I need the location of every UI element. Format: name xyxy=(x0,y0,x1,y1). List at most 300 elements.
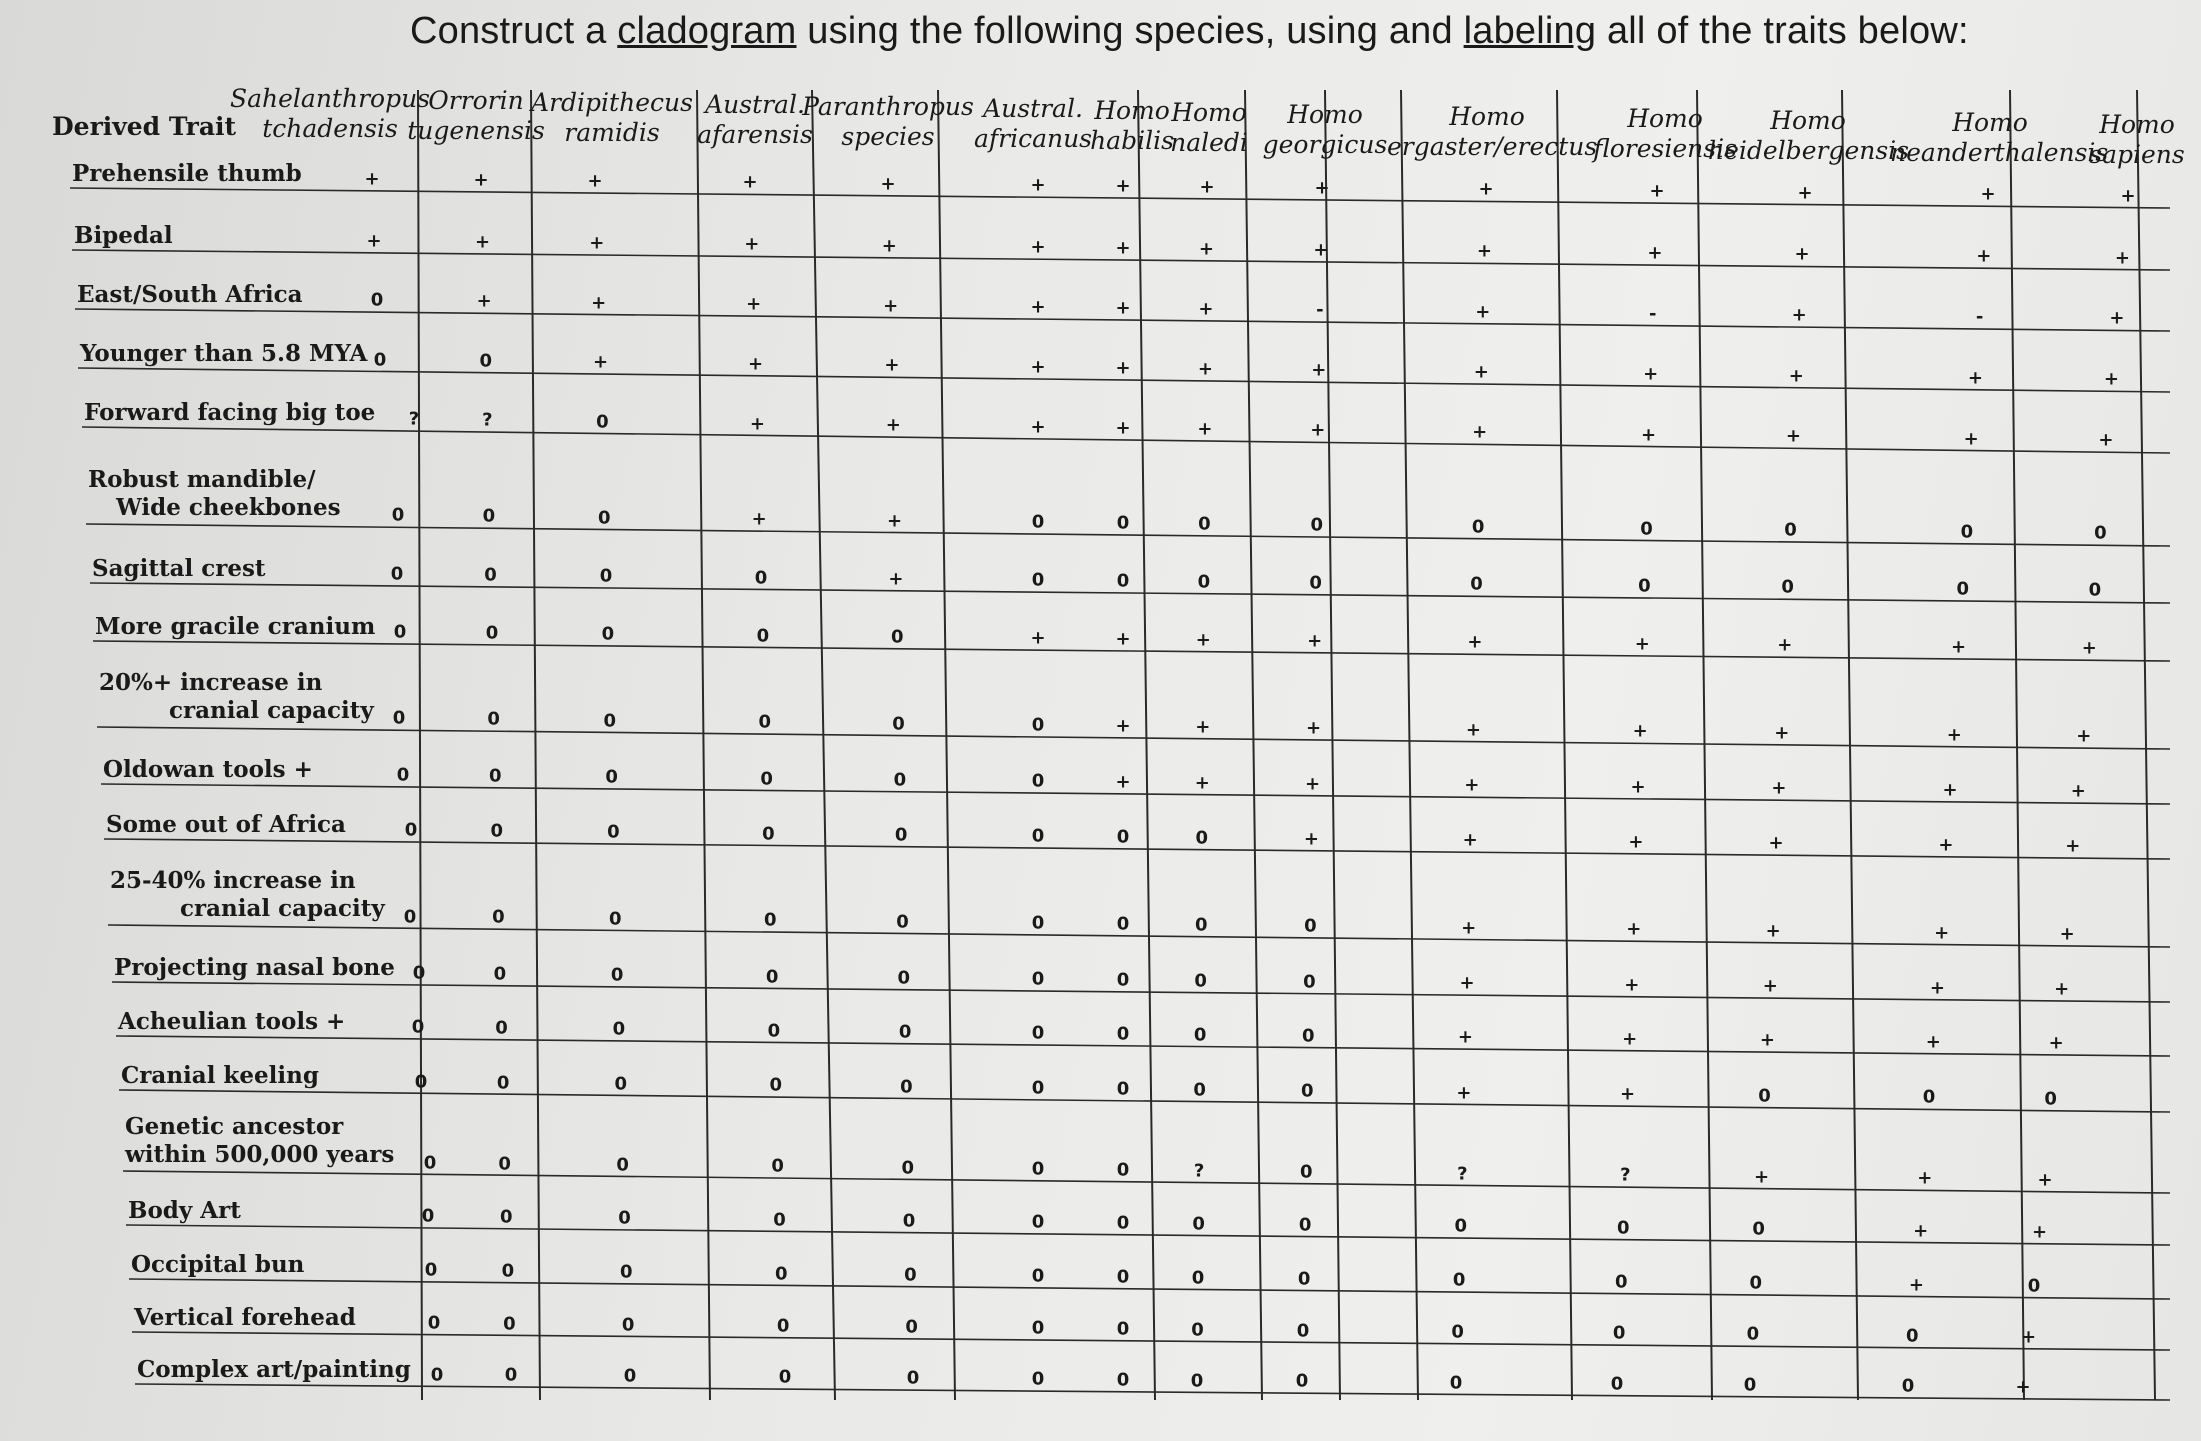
species-epithet: africanus xyxy=(973,124,1093,153)
trait-value-cell: 0 xyxy=(905,1316,918,1338)
trait-value-cell: 0 xyxy=(430,1364,444,1386)
species-epithet: neanderthalensis xyxy=(1890,138,2109,167)
column-divider xyxy=(1138,90,1155,1400)
species-epithet: floresiensis xyxy=(1593,134,1737,163)
trait-label-6 xyxy=(92,555,266,583)
trait-value-cell: 0 xyxy=(1303,971,1316,993)
trait-value-cell: + xyxy=(2098,429,2114,451)
trait-value-cell: 0 xyxy=(775,1263,788,1285)
trait-value-cell: 0 xyxy=(1905,1325,1919,1347)
trait-value-cell: 0 xyxy=(754,567,768,589)
trait-value-cell: 0 xyxy=(421,1205,435,1227)
column-divider xyxy=(1325,90,1340,1400)
trait-value-cell: + xyxy=(1476,240,1492,262)
trait-label-line1: Forward facing big toe xyxy=(84,399,376,426)
trait-value-cell: + xyxy=(2015,1376,2031,1398)
species-epithet: naledi xyxy=(1170,128,1248,157)
trait-value-cell: 0 xyxy=(488,765,502,787)
trait-value-cell: 0 xyxy=(373,349,387,371)
trait-value-cell: 0 xyxy=(621,1314,635,1336)
trait-value-cell: + xyxy=(1794,243,1810,265)
trait-value-cell: 0 xyxy=(411,1016,425,1038)
trait-value-cell: 0 xyxy=(623,1365,637,1387)
trait-value-cell: - xyxy=(1975,306,1984,328)
trait-value-cell: + xyxy=(1456,1082,1472,1104)
trait-label-17 xyxy=(131,1251,304,1279)
trait-value-cell: + xyxy=(1306,717,1322,739)
trait-value-cell: 0 xyxy=(760,768,773,790)
trait-value-cell: 0 xyxy=(1031,1368,1045,1390)
trait-value-cell: 0 xyxy=(1743,1374,1757,1396)
species-epithet: sapiens xyxy=(2089,140,2185,169)
trait-value-cell: + xyxy=(888,568,904,590)
trait-value-cell: 0 xyxy=(412,962,426,984)
species-header-13 xyxy=(2037,110,2201,170)
trait-value-cell: + xyxy=(747,353,764,375)
trait-value-cell: + xyxy=(1925,1031,1941,1053)
trait-value-cell: 0 xyxy=(498,1153,511,1175)
trait-label-0 xyxy=(72,160,302,188)
trait-value-cell: + xyxy=(1313,239,1329,261)
trait-value-cell: + xyxy=(2054,978,2070,1000)
trait-value-cell: + xyxy=(1934,922,1950,944)
trait-value-cell: + xyxy=(1967,367,1983,389)
trait-label-7 xyxy=(95,613,375,641)
trait-label-2 xyxy=(77,281,303,309)
trait-value-cell: 0 xyxy=(1309,572,1322,594)
trait-value-cell: + xyxy=(1115,175,1131,197)
trait-label-1 xyxy=(74,222,173,250)
trait-value-cell: 0 xyxy=(1191,1267,1205,1289)
trait-label-line1: Complex art/painting xyxy=(137,1356,411,1383)
trait-value-cell: + xyxy=(1307,630,1323,652)
trait-label-line1: Projecting nasal bone xyxy=(114,954,395,981)
trait-value-cell: + xyxy=(1304,773,1321,795)
trait-label-18 xyxy=(134,1304,356,1332)
trait-value-cell: 0 xyxy=(499,1206,513,1228)
row-divider xyxy=(135,1384,2170,1400)
species-genus: Ardipithecus xyxy=(531,88,693,117)
trait-value-cell: 0 xyxy=(765,966,779,988)
trait-value-cell: 0 xyxy=(414,1071,428,1093)
trait-value-cell: + xyxy=(1030,627,1046,649)
trait-value-cell: + xyxy=(2059,923,2075,945)
trait-value-cell: + xyxy=(2081,637,2097,659)
trait-value-cell: 0 xyxy=(1193,1079,1206,1101)
trait-value-cell: + xyxy=(1195,716,1211,738)
trait-value-cell: + xyxy=(885,414,901,436)
trait-value-cell: + xyxy=(1115,297,1131,319)
trait-value-cell: + xyxy=(1754,1166,1770,1188)
trait-label-line2: within 500,000 years xyxy=(125,1141,395,1168)
trait-value-cell: + xyxy=(1475,301,1491,323)
trait-value-cell: 0 xyxy=(1194,970,1207,992)
trait-value-cell: 0 xyxy=(767,1020,781,1042)
row-divider xyxy=(126,1225,2170,1245)
trait-value-cell: + xyxy=(1198,298,1214,320)
trait-value-cell: 0 xyxy=(2088,579,2102,601)
trait-value-cell: 0 xyxy=(1610,1373,1624,1395)
trait-value-cell: + xyxy=(1115,628,1131,650)
trait-value-cell: + xyxy=(1461,917,1477,939)
title-word-cladogram: cladogram xyxy=(617,10,797,52)
trait-value-cell: 0 xyxy=(1116,826,1130,848)
trait-value-cell: 0 xyxy=(898,1021,912,1043)
trait-value-cell: + xyxy=(1762,975,1778,997)
column-divider xyxy=(1697,90,1712,1400)
trait-value-cell: 0 xyxy=(390,563,404,585)
trait-value-cell: 0 xyxy=(1031,1265,1045,1287)
species-epithet: habilis xyxy=(1090,126,1174,155)
trait-value-cell: + xyxy=(2032,1221,2048,1243)
trait-value-cell: 0 xyxy=(1116,570,1130,592)
trait-value-cell: + xyxy=(2076,725,2092,747)
title-prefix: Construct a xyxy=(410,10,618,52)
trait-value-cell: 0 xyxy=(504,1364,518,1386)
species-genus: Sahelanthropus xyxy=(230,84,431,113)
trait-value-cell: 0 xyxy=(396,764,410,786)
species-header-9 xyxy=(1387,102,1598,162)
trait-value-cell: 0 xyxy=(607,821,620,843)
trait-value-cell: + xyxy=(366,230,382,252)
trait-value-cell: 0 xyxy=(1116,512,1130,534)
trait-value-cell: 0 xyxy=(1192,1213,1205,1235)
trait-value-cell: 0 xyxy=(769,1074,783,1096)
trait-label-12 xyxy=(114,954,395,982)
trait-value-cell: 0 xyxy=(620,1261,633,1283)
trait-value-cell: 0 xyxy=(393,621,407,643)
trait-value-cell: 0 xyxy=(599,565,613,587)
trait-label-line1: Sagittal crest xyxy=(92,555,266,582)
trait-label-line1: Acheulian tools + xyxy=(118,1008,346,1035)
trait-value-cell: 0 xyxy=(1304,915,1317,937)
trait-label-15 xyxy=(125,1113,394,1169)
column-divider xyxy=(1401,90,1418,1400)
row-divider xyxy=(123,1171,2170,1193)
trait-value-cell: + xyxy=(1630,776,1646,798)
trait-value-cell: 0 xyxy=(1752,1218,1765,1240)
trait-value-cell: + xyxy=(592,351,609,373)
trait-value-cell: ? xyxy=(408,408,420,430)
trait-value-cell: 0 xyxy=(763,909,777,931)
species-genus: Austral. xyxy=(983,94,1083,123)
trait-value-cell: 0 xyxy=(614,1073,628,1095)
trait-value-cell: 0 xyxy=(608,908,622,930)
trait-value-cell: + xyxy=(1115,417,1131,439)
species-genus: Homo xyxy=(2099,110,2175,139)
trait-value-cell: + xyxy=(1777,634,1793,656)
species-epithet: ergaster/erectus xyxy=(1387,132,1598,161)
trait-value-cell: + xyxy=(1797,182,1813,204)
trait-value-cell: 0 xyxy=(1197,571,1211,593)
trait-value-cell: + xyxy=(1917,1167,1933,1189)
trait-value-cell: 0 xyxy=(485,622,499,644)
trait-value-cell: 0 xyxy=(1638,575,1651,597)
column-divider xyxy=(812,90,835,1400)
row-divider xyxy=(132,1332,2170,1350)
trait-value-cell: 0 xyxy=(492,906,505,928)
trait-value-cell: + xyxy=(1115,357,1131,379)
trait-label-4 xyxy=(84,399,375,427)
trait-value-cell: + xyxy=(1771,777,1787,799)
trait-value-cell: + xyxy=(751,508,767,530)
trait-value-cell: 0 xyxy=(1295,1370,1309,1392)
trait-value-cell: + xyxy=(1649,180,1665,202)
trait-value-cell: 0 xyxy=(1031,912,1045,934)
trait-value-cell: + xyxy=(749,413,765,434)
trait-value-cell: 0 xyxy=(1116,1023,1130,1045)
trait-value-cell: 0 xyxy=(1784,519,1797,541)
trait-value-cell: + xyxy=(1624,974,1640,996)
trait-label-8 xyxy=(99,669,374,725)
trait-value-cell: + xyxy=(1459,972,1475,994)
trait-value-cell: 0 xyxy=(901,1157,914,1179)
trait-value-cell: 0 xyxy=(906,1367,920,1389)
trait-value-cell: + xyxy=(1467,631,1483,653)
title-word-labeling: labeling xyxy=(1463,10,1597,52)
trait-value-cell: 0 xyxy=(370,289,384,311)
trait-value-cell: + xyxy=(1478,178,1494,200)
trait-value-cell: 0 xyxy=(773,1209,786,1231)
species-epithet: georgicus xyxy=(1262,130,1388,159)
trait-value-cell: + xyxy=(1791,304,1807,326)
trait-value-cell: 0 xyxy=(1191,1319,1204,1341)
trait-value-cell: + xyxy=(746,293,762,315)
trait-value-cell: 0 xyxy=(1298,1214,1312,1236)
species-epithet: afarensis xyxy=(697,120,813,149)
trait-value-cell: 0 xyxy=(392,707,406,729)
trait-label-3 xyxy=(80,340,367,368)
trait-value-cell: 0 xyxy=(503,1313,516,1335)
column-divider xyxy=(2137,90,2155,1400)
trait-value-cell: 0 xyxy=(1960,521,1974,543)
trait-value-cell: + xyxy=(473,169,489,191)
title-suffix: all of the traits below: xyxy=(1596,10,1969,52)
trait-value-cell: + xyxy=(2114,247,2131,269)
row-divider xyxy=(97,727,2170,749)
trait-value-cell: + xyxy=(1643,363,1659,385)
trait-value-cell: 0 xyxy=(1297,1268,1311,1290)
trait-value-cell: 0 xyxy=(1310,514,1323,536)
row-divider xyxy=(101,784,2170,804)
trait-label-16 xyxy=(128,1197,241,1225)
trait-value-cell: 0 xyxy=(1116,1369,1130,1391)
trait-value-cell: 0 xyxy=(1758,1085,1771,1107)
trait-value-cell: + xyxy=(589,232,605,254)
trait-value-cell: + xyxy=(1115,237,1131,259)
trait-value-cell: + xyxy=(1115,715,1131,737)
species-header-11 xyxy=(1708,106,1908,166)
trait-value-cell: + xyxy=(1963,428,1979,450)
trait-value-cell: + xyxy=(1197,418,1213,440)
row-divider xyxy=(129,1279,2170,1299)
trait-value-cell: + xyxy=(880,173,896,195)
trait-value-cell: + xyxy=(1619,1083,1636,1105)
trait-value-cell: 0 xyxy=(2044,1088,2057,1110)
trait-label-line1: Younger than 5.8 MYA xyxy=(80,340,368,367)
trait-value-cell: 0 xyxy=(762,823,775,845)
trait-value-cell: 0 xyxy=(484,564,497,586)
trait-value-cell: + xyxy=(1194,772,1210,794)
trait-value-cell: 0 xyxy=(616,1154,629,1176)
trait-value-cell: 0 xyxy=(1116,1266,1130,1288)
species-genus: Homo xyxy=(1287,100,1363,129)
trait-value-cell: + xyxy=(1310,419,1326,441)
trait-value-cell: 0 xyxy=(894,824,908,846)
trait-value-cell: 0 xyxy=(2027,1275,2041,1297)
trait-value-cell: 0 xyxy=(1031,770,1045,792)
trait-value-cell: 0 xyxy=(612,1018,626,1040)
trait-value-cell: + xyxy=(2070,780,2086,802)
trait-value-cell: + xyxy=(1115,771,1131,793)
trait-label-line1: More gracile cranium xyxy=(95,613,376,640)
trait-value-cell: 0 xyxy=(896,911,909,933)
species-genus: Austral. xyxy=(705,90,805,119)
trait-value-cell: 0 xyxy=(1471,516,1485,538)
trait-value-cell: + xyxy=(1759,1029,1775,1051)
trait-value-cell: 0 xyxy=(1193,1024,1207,1046)
title-middle: using the following species, using and xyxy=(796,10,1464,52)
trait-label-line1: Some out of Africa xyxy=(106,811,346,838)
trait-value-cell: + xyxy=(2020,1326,2037,1348)
trait-label-19 xyxy=(137,1356,411,1384)
trait-value-cell: ? xyxy=(1620,1164,1631,1186)
trait-value-cell: 0 xyxy=(1031,569,1045,591)
trait-value-cell: + xyxy=(1030,296,1046,318)
trait-value-cell: 0 xyxy=(1956,578,1969,600)
trait-value-cell: 0 xyxy=(490,820,504,842)
trait-label-11 xyxy=(110,867,385,923)
trait-value-cell: 0 xyxy=(1617,1217,1630,1239)
trait-value-cell: 0 xyxy=(423,1152,437,1174)
trait-value-cell: 0 xyxy=(1031,511,1045,533)
trait-value-cell: + xyxy=(1314,177,1330,199)
species-epithet: species xyxy=(841,122,935,151)
trait-label-line1: Body Art xyxy=(128,1197,241,1224)
trait-value-cell: + xyxy=(1626,918,1642,940)
trait-value-cell: 0 xyxy=(404,819,418,841)
column-divider xyxy=(531,90,540,1400)
trait-value-cell: 0 xyxy=(1031,1022,1045,1044)
trait-value-cell: 0 xyxy=(1031,825,1045,847)
species-genus: Orrorin xyxy=(428,86,524,115)
trait-value-cell: + xyxy=(1030,174,1046,196)
row-divider xyxy=(93,641,2170,661)
trait-value-cell: 0 xyxy=(601,623,615,645)
trait-value-cell: 0 xyxy=(758,711,771,733)
species-epithet: heidelbergensis xyxy=(1708,136,1909,165)
trait-value-cell: 0 xyxy=(1194,914,1208,936)
trait-value-cell: 0 xyxy=(902,1210,916,1232)
trait-value-cell: 0 xyxy=(2094,522,2107,544)
trait-value-cell: 0 xyxy=(1614,1271,1628,1293)
trait-value-cell: + xyxy=(2065,835,2081,857)
trait-value-cell: 0 xyxy=(597,507,611,529)
trait-value-cell: + xyxy=(2048,1032,2064,1054)
trait-value-cell: 0 xyxy=(771,1155,784,1177)
trait-value-cell: 0 xyxy=(596,411,609,433)
trait-value-cell: + xyxy=(887,510,903,532)
trait-value-cell: 0 xyxy=(482,505,496,527)
trait-value-cell: 0 xyxy=(1031,1211,1045,1233)
trait-value-cell: 0 xyxy=(610,964,624,986)
trait-value-cell: + xyxy=(1938,834,1954,856)
trait-value-cell: + xyxy=(1913,1220,1929,1242)
trait-label-line1: Robust mandible/ xyxy=(88,466,316,493)
trait-label-line1: Vertical forehead xyxy=(134,1304,356,1331)
trait-value-cell: 0 xyxy=(1452,1269,1466,1291)
trait-value-cell: 0 xyxy=(893,769,907,791)
trait-value-cell: ? xyxy=(1457,1163,1468,1185)
species-genus: Homo xyxy=(1627,104,1703,133)
trait-value-cell: 0 xyxy=(778,1366,792,1388)
trait-value-cell: + xyxy=(587,170,603,192)
species-genus: Homo xyxy=(1770,106,1846,135)
trait-value-cell: 0 xyxy=(618,1207,631,1229)
trait-value-cell: 0 xyxy=(424,1259,438,1281)
trait-label-line1: East/South Africa xyxy=(77,281,303,308)
trait-value-cell: 0 xyxy=(603,710,616,732)
species-epithet: tchadensis xyxy=(262,114,398,143)
trait-value-cell: + xyxy=(1197,358,1213,380)
trait-value-cell: + xyxy=(364,168,380,190)
trait-label-10 xyxy=(106,811,346,839)
trait-value-cell: + xyxy=(1465,719,1481,741)
species-epithet: tugenensis xyxy=(407,116,545,145)
trait-label-9 xyxy=(103,756,313,784)
trait-value-cell: 0 xyxy=(427,1312,441,1334)
trait-value-cell: + xyxy=(1976,245,1992,267)
trait-value-cell: 0 xyxy=(1116,1159,1130,1181)
species-epithet: ramidis xyxy=(564,118,660,147)
trait-label-line1: Cranial keeling xyxy=(121,1062,319,1089)
trait-value-cell: 0 xyxy=(1299,1161,1313,1183)
trait-value-cell: 0 xyxy=(1116,1212,1130,1234)
trait-value-cell: 0 xyxy=(1031,968,1045,990)
trait-label-line2: cranial capacity xyxy=(180,895,385,922)
trait-value-cell: 0 xyxy=(1116,1318,1130,1340)
trait-value-cell: ? xyxy=(482,409,493,431)
trait-value-cell: + xyxy=(591,292,607,314)
trait-value-cell: 0 xyxy=(495,1017,508,1039)
trait-value-cell: 0 xyxy=(1454,1215,1467,1237)
species-genus: Homo xyxy=(1449,102,1525,131)
trait-value-cell: 0 xyxy=(1116,913,1130,935)
trait-value-cell: 0 xyxy=(1449,1372,1463,1394)
trait-value-cell: 0 xyxy=(1116,969,1130,991)
trait-value-cell: + xyxy=(1195,629,1211,651)
trait-label-13 xyxy=(118,1008,345,1036)
trait-value-cell: + xyxy=(1622,1028,1638,1050)
trait-value-cell: 0 xyxy=(1116,1078,1130,1100)
trait-value-cell: + xyxy=(1774,722,1790,744)
trait-value-cell: 0 xyxy=(1922,1086,1936,1108)
trait-value-cell: 0 xyxy=(1470,573,1483,595)
column-divider xyxy=(2010,90,2024,1400)
trait-value-cell: 0 xyxy=(890,626,904,648)
species-genus: Homo xyxy=(1094,96,1170,125)
trait-value-cell: + xyxy=(1199,176,1215,198)
trait-value-cell: + xyxy=(1303,828,1320,850)
trait-value-cell: + xyxy=(1768,832,1784,854)
trait-value-cell: + xyxy=(1908,1274,1924,1296)
trait-value-cell: + xyxy=(1462,829,1478,851)
trait-value-cell: 0 xyxy=(1749,1272,1763,1294)
trait-value-cell: + xyxy=(1632,720,1648,742)
trait-value-cell: + xyxy=(476,290,492,312)
trait-value-cell: 0 xyxy=(403,906,417,928)
row-divider xyxy=(90,583,2170,603)
